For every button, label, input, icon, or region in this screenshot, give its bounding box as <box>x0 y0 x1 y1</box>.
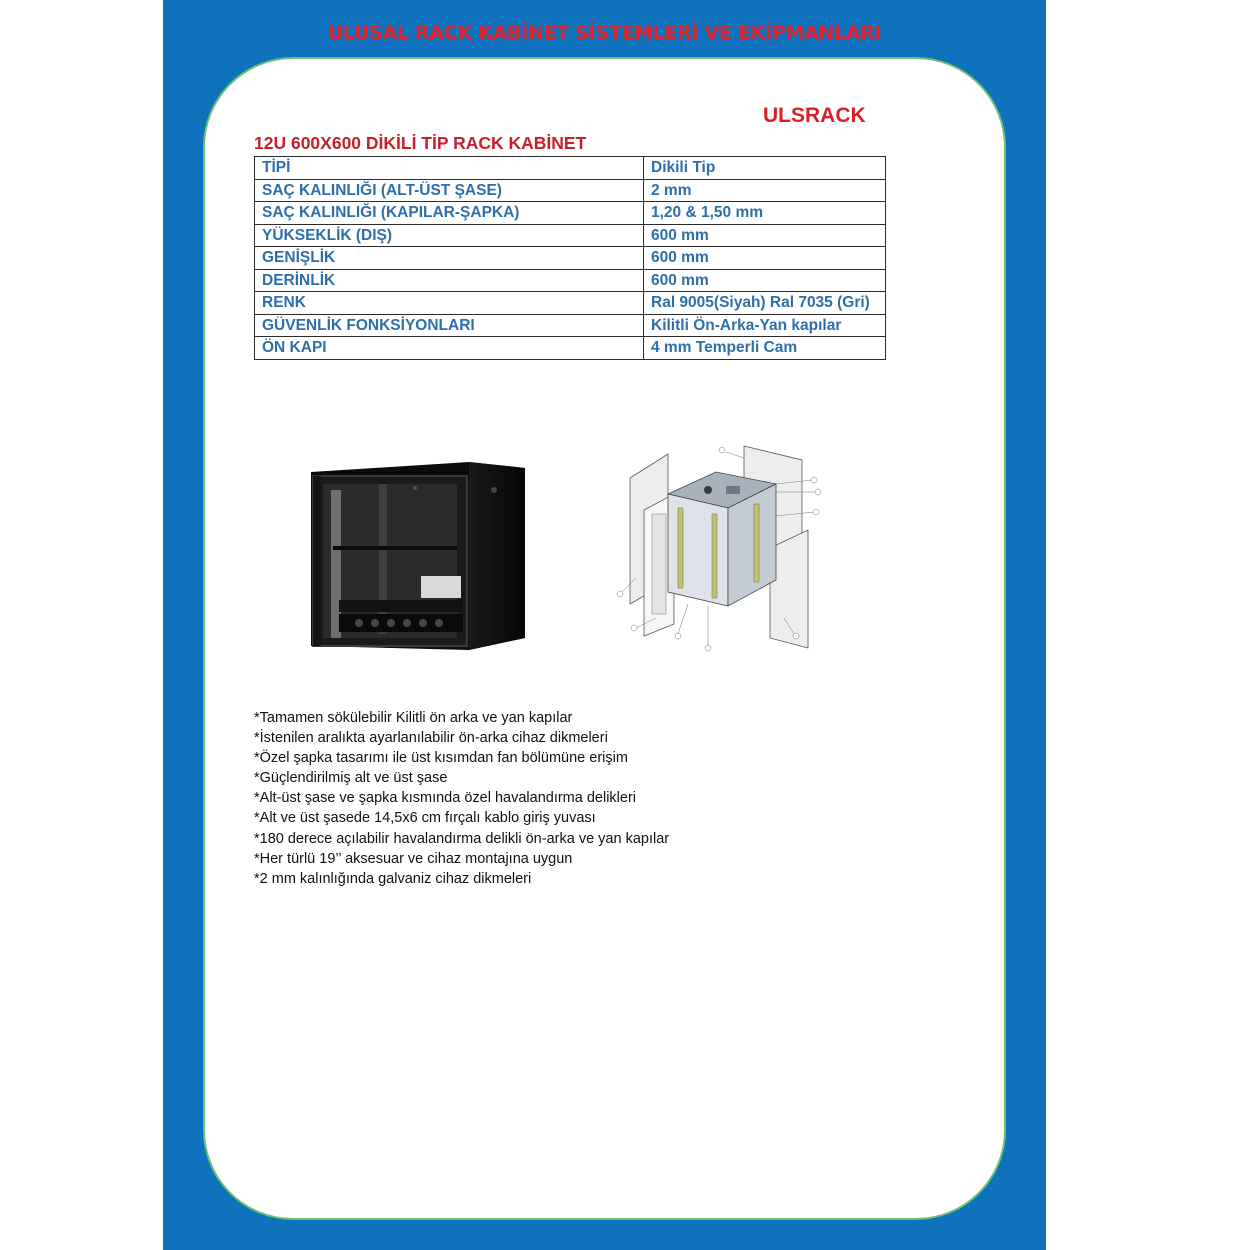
feature-list <box>254 708 669 889</box>
spec-label: ÖN KAPI <box>255 337 644 360</box>
spec-label: SAÇ KALINLIĞI (KAPILAR-ŞAPKA) <box>255 202 644 225</box>
feature-item: *180 derece açılabilir havalandırma delikli ön-arka ve yan kapılar <box>254 830 670 847</box>
rack-exploded-drawing <box>608 438 838 660</box>
feature-item: *Alt ve üst şasede 14,5x6 cm fırçalı kablo giriş yuvası <box>254 810 596 827</box>
spec-label: GÜVENLİK FONKSİYONLARI <box>255 314 644 337</box>
spec-value: 600 mm <box>644 224 886 247</box>
spec-row <box>255 179 886 202</box>
spec-value: 4 mm Temperli Cam <box>644 337 886 360</box>
spec-value: 2 mm <box>644 179 886 202</box>
spec-label: TİPİ <box>255 157 644 180</box>
spec-value: Dikili Tip <box>644 157 886 180</box>
feature-item: *İstenilen aralıkta ayarlanılabilir ön-arka cihaz dikmeleri <box>254 730 608 747</box>
spec-label: RENK <box>255 292 644 315</box>
spec-label: DERİNLİK <box>255 269 644 292</box>
spec-row <box>255 157 886 180</box>
spec-value: 600 mm <box>644 269 886 292</box>
spec-row <box>255 224 886 247</box>
feature-item: *Özel şapka tasarımı ile üst kısımdan fan bölümüne erişim <box>254 750 628 767</box>
spec-row <box>255 202 886 225</box>
spec-row <box>255 292 886 315</box>
brand-name: ULSRACK <box>763 104 866 127</box>
spec-label: GENİŞLİK <box>255 247 644 270</box>
spec-row <box>255 337 886 360</box>
rack-photo <box>309 462 527 650</box>
spec-value: 1,20 & 1,50 mm <box>644 202 886 225</box>
spec-value: 600 mm <box>644 247 886 270</box>
spec-table <box>254 156 886 360</box>
spec-row <box>255 247 886 270</box>
spec-row <box>255 314 886 337</box>
feature-item: *Güçlendirilmiş alt ve üst şase <box>254 770 448 787</box>
banner-title: ULUSAL RACK KABİNET SİSTEMLERİ VE EKİPMANLARI <box>327 22 882 44</box>
spec-value: Ral 9005(Siyah) Ral 7035 (Gri) <box>644 292 886 315</box>
feature-item: *Her türlü 19’’ aksesuar ve cihaz montajına uygun <box>254 850 573 867</box>
feature-item: *2 mm kalınlığında galvaniz cihaz dikmeleri <box>254 870 532 887</box>
feature-item: *Alt-üst şase ve şapka kısmında özel havalandırma delikleri <box>254 790 637 807</box>
spec-label: SAÇ KALINLIĞI (ALT-ÜST ŞASE) <box>255 179 644 202</box>
spec-label: YÜKSEKLİK (DIŞ) <box>255 224 644 247</box>
spec-value: Kilitli Ön-Arka-Yan kapılar <box>644 314 886 337</box>
product-title: 12U 600X600 DİKİLİ TİP RACK KABİNET <box>254 133 587 153</box>
feature-item: *Tamamen sökülebilir Kilitli ön arka ve yan kapılar <box>254 710 573 726</box>
spec-row <box>255 269 886 292</box>
